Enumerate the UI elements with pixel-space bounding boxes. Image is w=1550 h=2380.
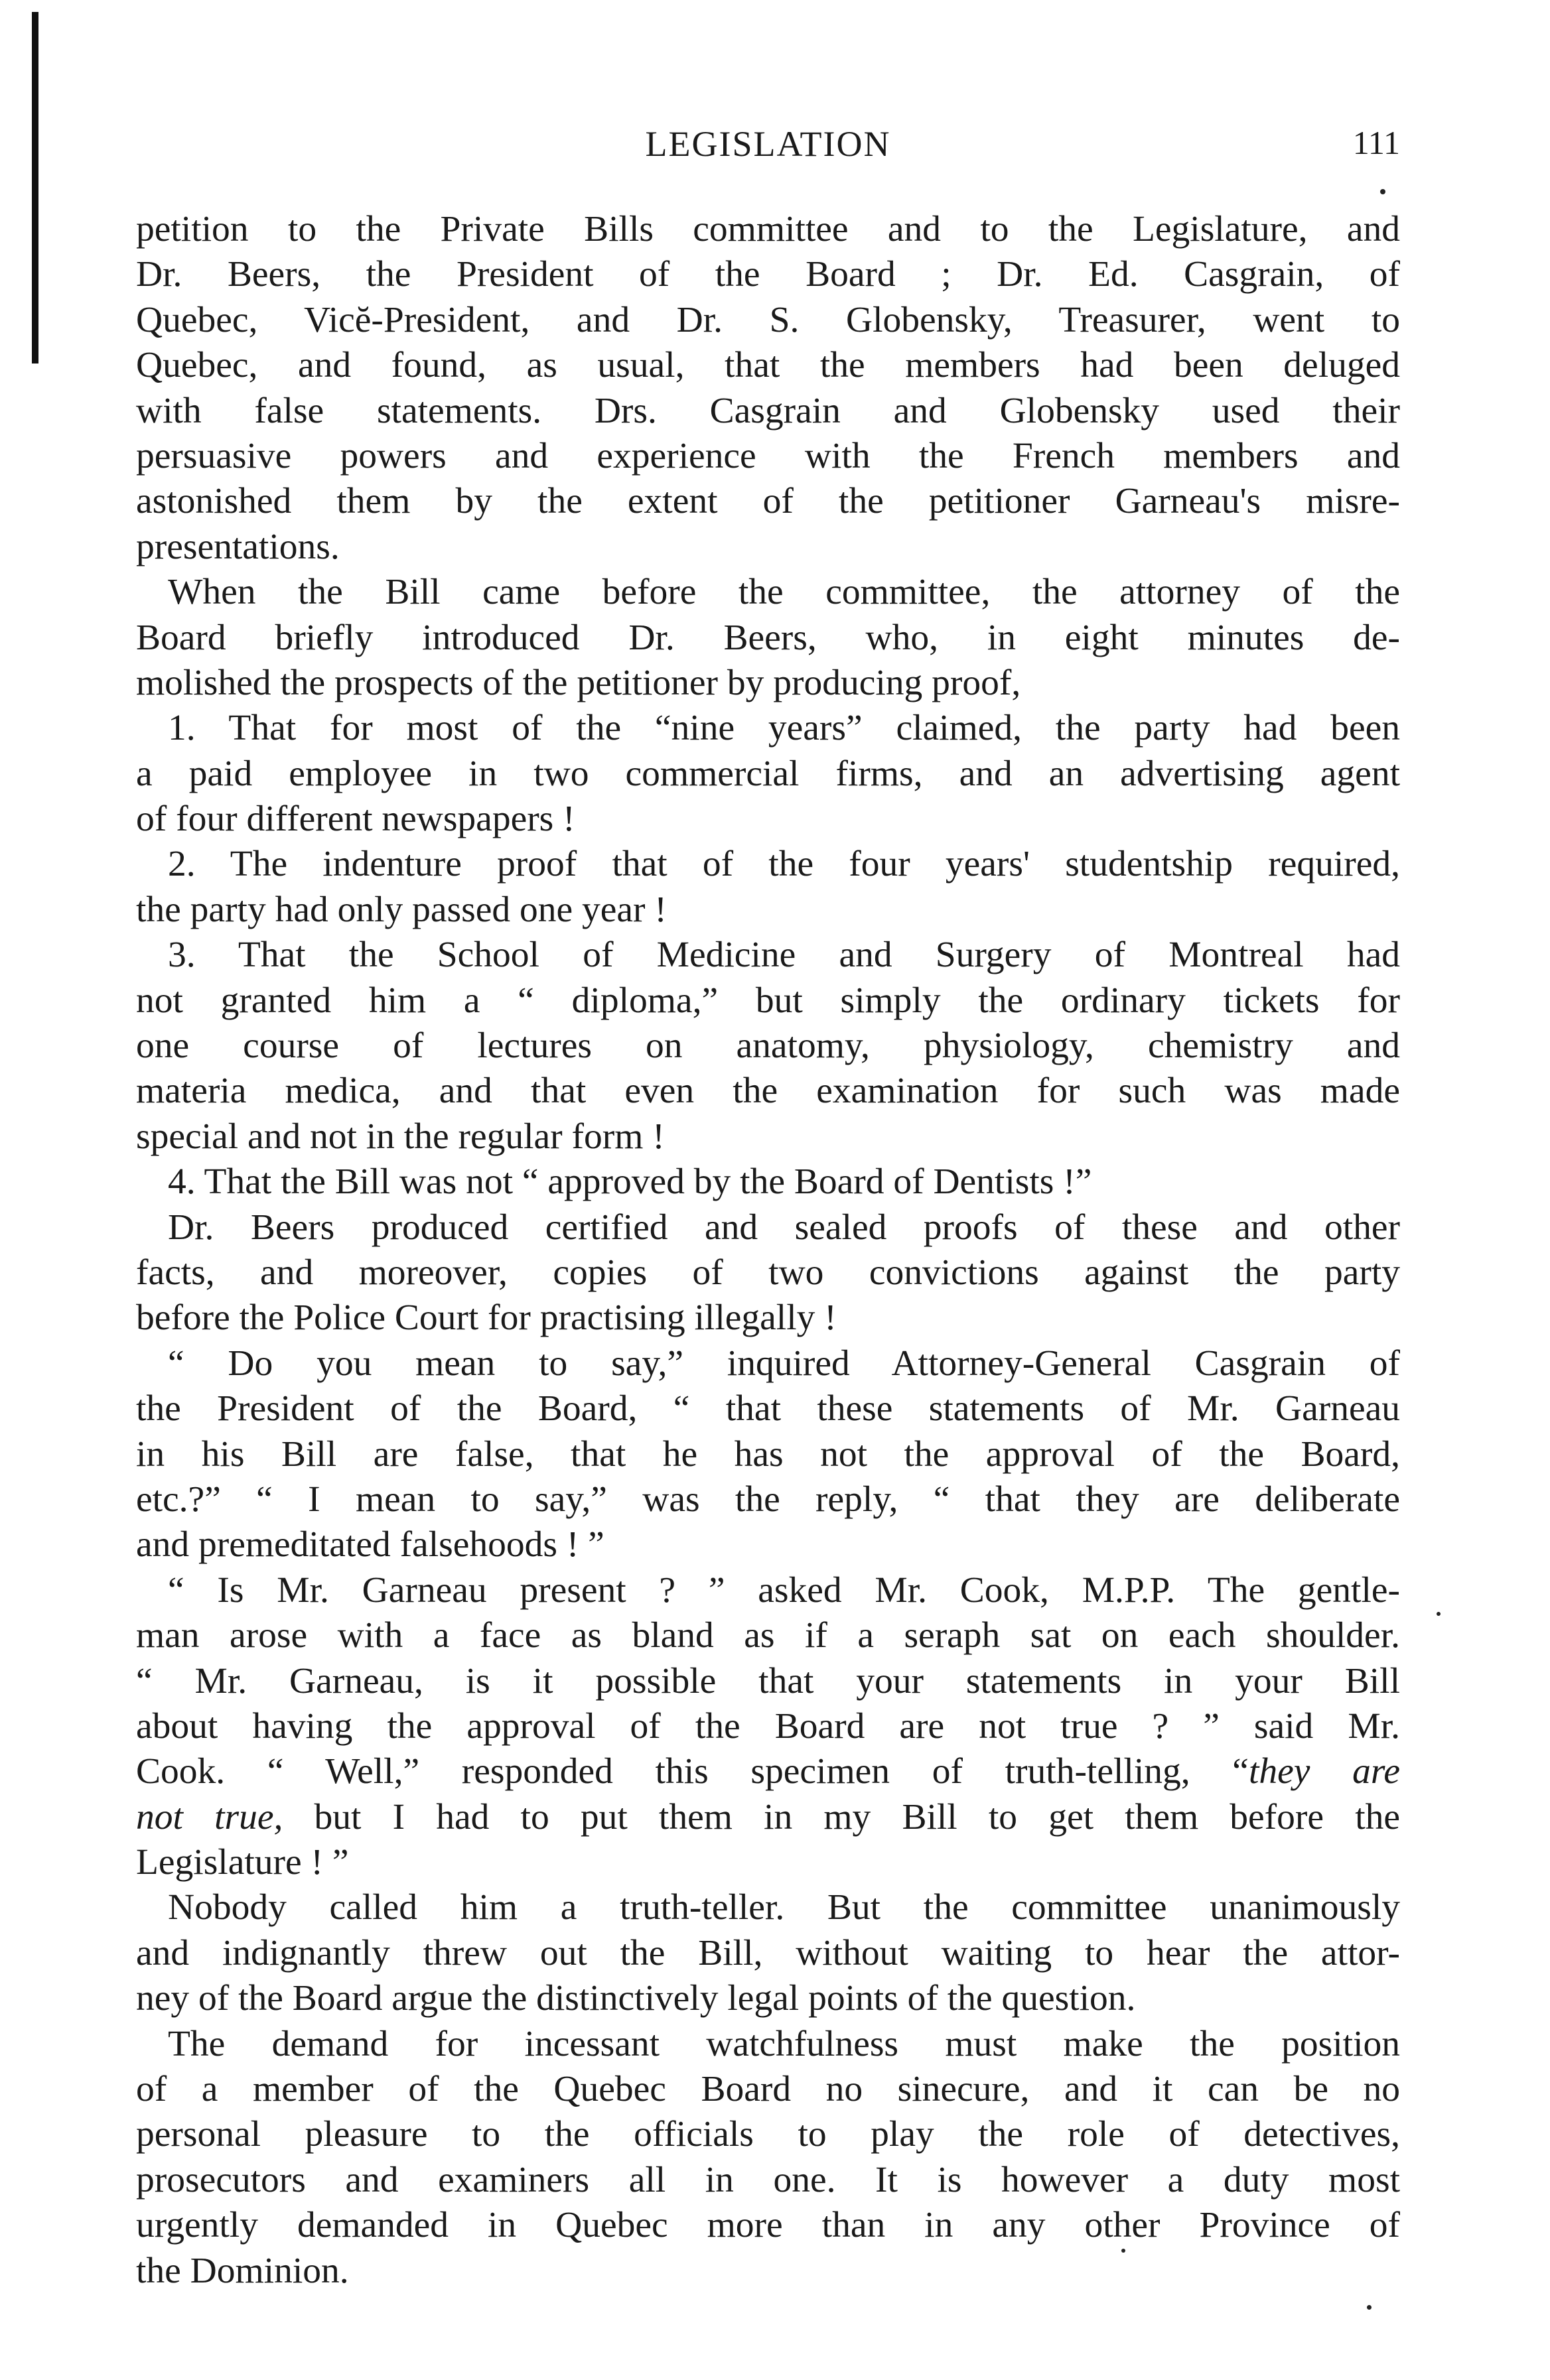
text-line: one course of lectures on anatomy, physiology, chemistry and — [136, 1025, 1400, 1067]
emphasis-text: not true, — [136, 1796, 283, 1837]
text-line: 3. That the School of Medicine and Surgery of Montreal had — [168, 935, 1400, 976]
text-line — [136, 1749, 1400, 1794]
text-line: prosecutors and examiners all in one. It is however a duty most — [136, 2159, 1400, 2200]
text-line: special and not in the regular form ! — [136, 1116, 665, 1157]
text-line: not granted him a “ diploma,” but simply the ordinary tickets for — [136, 980, 1400, 1021]
text-line: 2. The indenture proof that of the four years' studentship required, — [168, 844, 1400, 885]
text-line — [136, 1795, 1400, 1840]
text-line: presentations. — [136, 526, 340, 567]
text-line: Quebec, Vicĕ-President, and Dr. S. Globensky, Treasurer, went to — [136, 299, 1400, 340]
text-segment: Cook. “ Well,” responded this specimen of truth-telling, “ — [136, 1751, 1249, 1792]
ink-speck — [1437, 1612, 1441, 1616]
text-line: Legislature ! ” — [136, 1842, 349, 1883]
text-line: of a member of the Quebec Board no sinecure, and it can be no — [136, 2069, 1400, 2110]
text-line: of four different newspapers ! — [136, 799, 575, 840]
text-line: the party had only passed one year ! — [136, 889, 667, 930]
text-line: persuasive powers and experience with the French members and — [136, 435, 1400, 476]
text-line: and premeditated falsehoods ! ” — [136, 1524, 604, 1565]
text-line: petition to the Private Bills committee and to the Legislature, and — [136, 209, 1400, 249]
text-line: etc.?” “ I mean to say,” was the reply, “ that they are deliberate — [136, 1479, 1400, 1520]
text-line: Dr. Beers, the President of the Board ; Dr. Ed. Casgrain, of — [136, 254, 1400, 295]
text-line: personal pleasure to the officials to play the role of detectives, — [136, 2114, 1400, 2155]
text-line: a paid employee in two commercial firms, and an advertising agent — [136, 753, 1400, 794]
text-line: Nobody called him a truth-teller. But the committee unanimously — [168, 1887, 1400, 1928]
text-line: and indignantly threw out the Bill, without waiting to hear the attor- — [136, 1932, 1400, 1973]
text-line: in his Bill are false, that he has not the approval of the Board, — [136, 1433, 1400, 1475]
text-line: urgently demanded in Quebec more than in any other Province of — [136, 2205, 1400, 2246]
running-head — [136, 123, 1400, 176]
body-text — [136, 207, 1400, 2294]
text-line: “ Is Mr. Garneau present ? ” asked Mr. Cook, M.P.P. The gentle- — [168, 1569, 1400, 1611]
ink-speck — [1380, 189, 1385, 194]
text-line: facts, and moreover, copies of two convictions against the party — [136, 1252, 1400, 1293]
text-line: the Dominion. — [136, 2250, 349, 2291]
text-line: Board briefly introduced Dr. Beers, who, in eight minutes de- — [136, 617, 1400, 658]
page-number: 111 — [1352, 124, 1400, 161]
text-line: 1. That for most of the “nine years” claimed, the party had been — [168, 708, 1400, 749]
text-line: molished the prospects of the petitioner by producing proof, — [136, 662, 1021, 703]
text-line: “ Mr. Garneau, is it possible that your statements in your Bill — [136, 1660, 1400, 1701]
text-line: before the Police Court for practising illegally ! — [136, 1297, 837, 1339]
page-title: LEGISLATION — [645, 124, 891, 164]
text-line: “ Do you mean to say,” inquired Attorney-General Casgrain of — [168, 1343, 1400, 1384]
text-line: materia medica, and that even the examination for such was made — [136, 1071, 1400, 1112]
text-line: When the Bill came before the committee, the attorney of the — [168, 572, 1400, 613]
text-segment: but I had to put them in my Bill to get them before the — [314, 1796, 1400, 1837]
scan-edge-mark — [32, 12, 38, 364]
text-line: with false statements. Drs. Casgrain and Globensky used their — [136, 390, 1400, 431]
emphasis-text: they are — [1248, 1751, 1401, 1792]
text-line: man arose with a face as bland as if a seraph sat on each shoulder. — [136, 1615, 1400, 1656]
text-line: 4. That the Bill was not “ approved by the Board of Dentists !” — [168, 1161, 1092, 1203]
text-line: Dr. Beers produced certified and sealed proofs of these and other — [168, 1207, 1400, 1248]
text-line: Quebec, and found, as usual, that the members had been deluged — [136, 345, 1400, 386]
text-line: about having the approval of the Board are not true ? ” said Mr. — [136, 1705, 1400, 1747]
text-line: astonished them by the extent of the petitioner Garneau's misre- — [136, 481, 1400, 522]
text-line: the President of the Board, “ that these statements of Mr. Garneau — [136, 1388, 1400, 1429]
text-line: The demand for incessant watchfulness must make the position — [168, 2023, 1400, 2064]
ink-speck — [1367, 2305, 1372, 2310]
text-line: ney of the Board argue the distinctively legal points of the question. — [136, 1978, 1136, 2019]
